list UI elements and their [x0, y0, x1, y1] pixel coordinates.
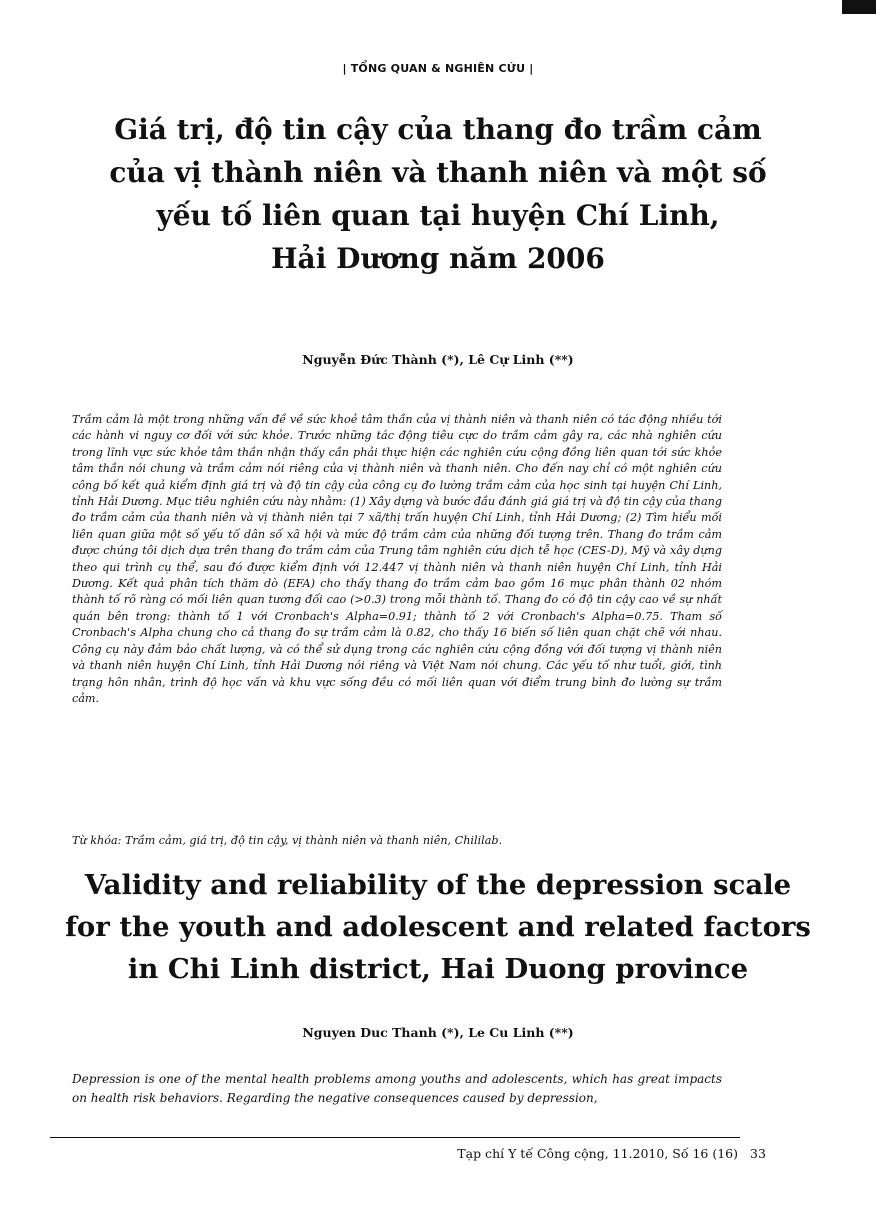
section-tag: | TỔNG QUAN & NGHIÊN CỨU |	[342, 62, 534, 75]
title-vi-line: Giá trị, độ tin cậy của thang đo trầm cảm	[114, 113, 762, 146]
title-vi-line: của vị thành niên và thanh niên và một số	[109, 156, 767, 189]
authors-english: Nguyen Duc Thanh (*), Le Cu Linh (**)	[302, 1025, 574, 1040]
title-en-line: Validity and reliability of the depression scale	[84, 869, 792, 901]
keywords: Từ khóa: Trầm cảm, giá trị, độ tin cậy, vị thành niên và thanh niên, Chililab.	[72, 834, 503, 847]
title-english	[40, 864, 836, 990]
title-vi-line: yếu tố liên quan tại huyện Chí Linh,	[156, 199, 720, 232]
title-en-line: in Chi Linh district, Hai Duong province	[127, 953, 749, 985]
footer-divider	[50, 1137, 740, 1138]
abstract-vietnamese: Trầm cảm là một trong những vấn đề về sức khoẻ tâm thần của vị thành niên và thanh niên có tác động nhiều tới các hành vi nguy cơ đối với sức khỏe. Trước những tác động tiêu cực do trầm cảm gây ra, các nhà nghiên cứu trong lĩnh vực sức khỏe tâm thần nhận thấy cần phải thực hiện các nghiên cứu cộng đồng liên quan tới sức khỏe tâm thần nói chung và trầm cảm nói riêng của vị thành niên và thanh niên. Cho đến nay chỉ có một nghiên cứu công bố kết quả kiểm định giá trị và độ tin cậy của công cụ đo lường trầm cảm của học sinh tại huyện Chí Linh, tỉnh Hải Dương. Mục tiêu nghiên cứu này nhằm: (1) Xây dựng và bước đầu đánh giá giá trị và độ tin cậy của thang đo trầm cảm của thanh niên và vị thành niên tại 7 xã/thị trấn huyện Chí Linh, tỉnh Hải Dương; (2) Tìm hiểu mối liên quan giữa một số yếu tố dân số xã hội và mức độ trầm cảm của những đối tượng trên. Thang đo trầm cảm được chúng tôi dịch dựa trên thang đo trầm cảm của Trung tâm nghiên cứu dịch tễ học (CES-D), Mỹ và xây dựng theo qui trình cụ thể, sau đó được kiểm định với 12.447 vị thành niên và thanh niên huyện Chí Linh, tỉnh Hải Dương. Kết quả phân tích thăm dò (EFA) cho thấy thang đo trầm cảm bao gồm 16 mục phân thành 02 nhóm thành tố rõ ràng có mối liên quan tương đối cao (>0.3) trong mỗi thành tố. Thang đo có độ tin cậy cao về sự nhất quán bên trong: thành tố 1 với Cronbach's Alpha=0.91; thành tố 2 với Cronbach's Alpha=0.75. Tham số Cronbach's Alpha chung cho cả thang đo sự trầm cảm là 0.82, cho thấy 16 biến số liên quan chặt chẽ với nhau. Công cụ này đảm bảo chất lượng, và có thể sử dụng trong các nghiên cứu cộng đồng với đối tượng vị thành niên và thanh niên huyện Chí Linh, tỉnh Hải Dương nói riêng và Việt Nam nói chung. Các yếu tố như tuổi, giới, tình trạng hôn nhân, trình độ học vấn và khu vực sống đều có mối liên quan với điểm trung bình đo lường sự trầm cảm.	[72, 413, 722, 705]
authors-vietnamese: Nguyễn Đức Thành (*), Lê Cự Linh (**)	[302, 352, 574, 367]
scan-corner-mark	[842, 0, 876, 14]
title-vi-line: Hải Dương năm 2006	[271, 242, 605, 275]
journal-citation: Tạp chí Y tế Công cộng, 11.2010, Số 16 (16)	[457, 1146, 738, 1161]
abstract-english: Depression is one of the mental health problems among youths and adolescents, which has great impacts on health risk behaviors. Regarding the negative consequences caused by depression,	[72, 1072, 722, 1105]
title-en-line: for the youth and adolescent and related factors	[65, 911, 811, 943]
title-vietnamese	[60, 108, 816, 280]
page-number: 33	[750, 1146, 766, 1161]
